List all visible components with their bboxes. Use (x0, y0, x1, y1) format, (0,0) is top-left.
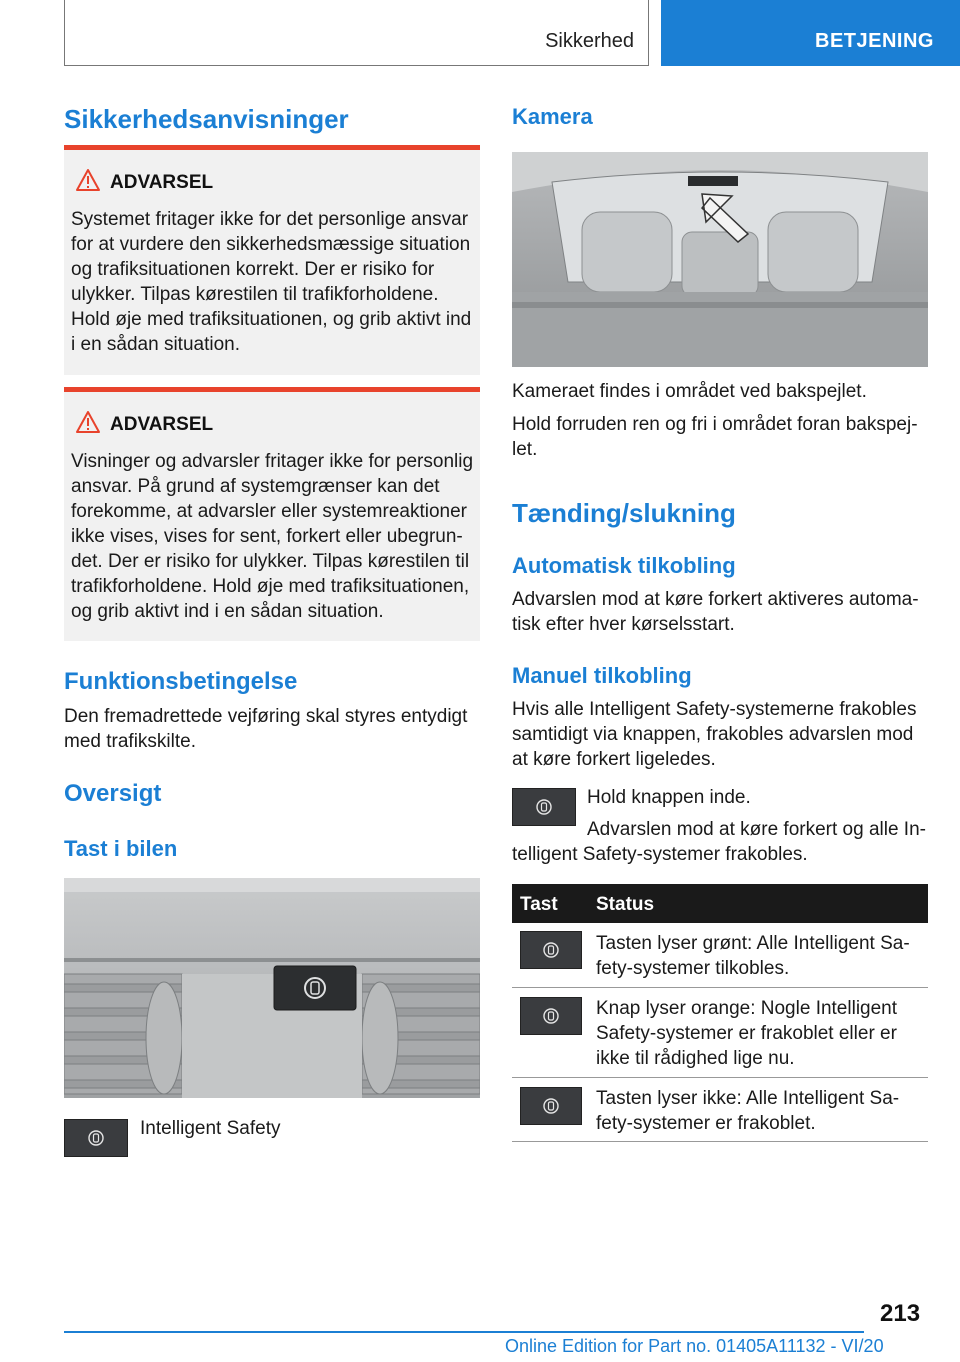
intelligent-safety-icon (88, 1130, 104, 1146)
table-divider (512, 1077, 928, 1078)
table-row-status: Knap lyser orange: Nogle Intelligent Safety-systemer er frakoblet eller er ikke til rådighed lige nu. (596, 998, 898, 1069)
column-header-status: Status (596, 894, 655, 915)
header-section: Sikkerhed (545, 30, 634, 52)
column-header-key: Tast (520, 894, 558, 915)
heading-manual-activation: Manuel tilkobling (512, 663, 692, 688)
intelligent-safety-icon (543, 1008, 559, 1024)
intelligent-safety-icon (536, 799, 552, 815)
table-row-button-image (520, 931, 582, 969)
section-title-safety: Sikkerhedsanvisninger (64, 104, 349, 134)
warning-label: ADVARSEL (110, 414, 214, 435)
manual-activation-text: Hvis alle Intelligent Safety-systemerne frakobles samtidigt via knappen, frakobles advarslen mod at køre forkert ligeledes. (512, 699, 917, 770)
button-caption: Intelligent Safety (140, 1118, 281, 1139)
page-number: 213 (880, 1300, 921, 1327)
header-section-tab (64, 0, 649, 66)
table-divider (512, 1141, 928, 1142)
warning-text: Systemet fritager ikke for det personlige ansvar for at vurdere den sikkerhedsmæssige situation og trafiksituationen korrekt. Der er risiko for ulykker. Tilpas kørestilen til trafikforholdene. Hold øje med trafiksituationen, og grib aktivt ind i en sådan situation. (71, 209, 472, 355)
function-condition-text: Den fremadrettede vejføring skal styres entydigt med trafikskilte. (64, 706, 468, 752)
warning-label: ADVARSEL (110, 172, 214, 193)
footer-divider (64, 1331, 864, 1333)
intelligent-safety-icon (543, 1098, 559, 1114)
auto-activation-text: Advarslen mod at køre forkert aktiveres automa-tisk efter hver kørselsstart. (512, 589, 919, 635)
header-chapter: BETJENING (815, 30, 934, 52)
warning-box-1 (64, 145, 480, 375)
heading-overview: Oversigt (64, 780, 162, 807)
camera-location-text: Kameraet findes i området ved bakspejlet. (512, 381, 867, 402)
table-divider (512, 987, 928, 988)
heading-button-in-car: Tast i bilen (64, 836, 178, 861)
warning-triangle-icon (75, 168, 101, 192)
heading-function-condition: Funktionsbetingelse (64, 668, 298, 695)
camera-interior-photo (512, 152, 928, 367)
camera-clean-text: Hold forruden ren og fri i området foran bakspej-let. (512, 414, 918, 460)
warning-triangle-icon (75, 410, 101, 434)
warning-text: Visninger og advarsler fritager ikke for personlig ansvar. På grund af systemgrænser kan det forekomme, at advarsler eller systemreaktioner ikke vises, vises for sent, forkert eller ubegrun-det. Der er risiko for ulykker. Tilpas kørestilen til trafikforholdene. Hold øje med trafiksituationen, og grib aktivt ind i en sådan situation. (71, 451, 474, 622)
heading-on-off: Tænding/slukning (512, 498, 736, 528)
status-table-header (512, 884, 928, 923)
heading-auto-activation: Automatisk tilkobling (512, 553, 736, 578)
dashboard-button-photo (64, 878, 480, 1098)
table-row-status: Tasten lyser grønt: Alle Intelligent Sa-fety-systemer tilkobles. (596, 933, 910, 979)
intelligent-safety-icon (543, 942, 559, 958)
table-row-status: Tasten lyser ikke: Alle Intelligent Sa-fety-systemer er frakoblet. (596, 1088, 900, 1134)
heading-camera: Kamera (512, 104, 593, 129)
footer-edition: Online Edition for Part no. 01405A11132 - VI/20 (505, 1336, 884, 1356)
hold-result-text: Advarslen mod at køre forkert og alle In-telligent Safety-systemer frakobles. (512, 819, 926, 865)
table-row-button-image (520, 997, 582, 1035)
warning-box-2 (64, 387, 480, 641)
header-chapter-tab (661, 0, 960, 66)
hold-button-text: Hold knappen inde. (587, 787, 751, 808)
table-row-button-image (520, 1087, 582, 1125)
intelligent-safety-button-image (64, 1119, 128, 1157)
